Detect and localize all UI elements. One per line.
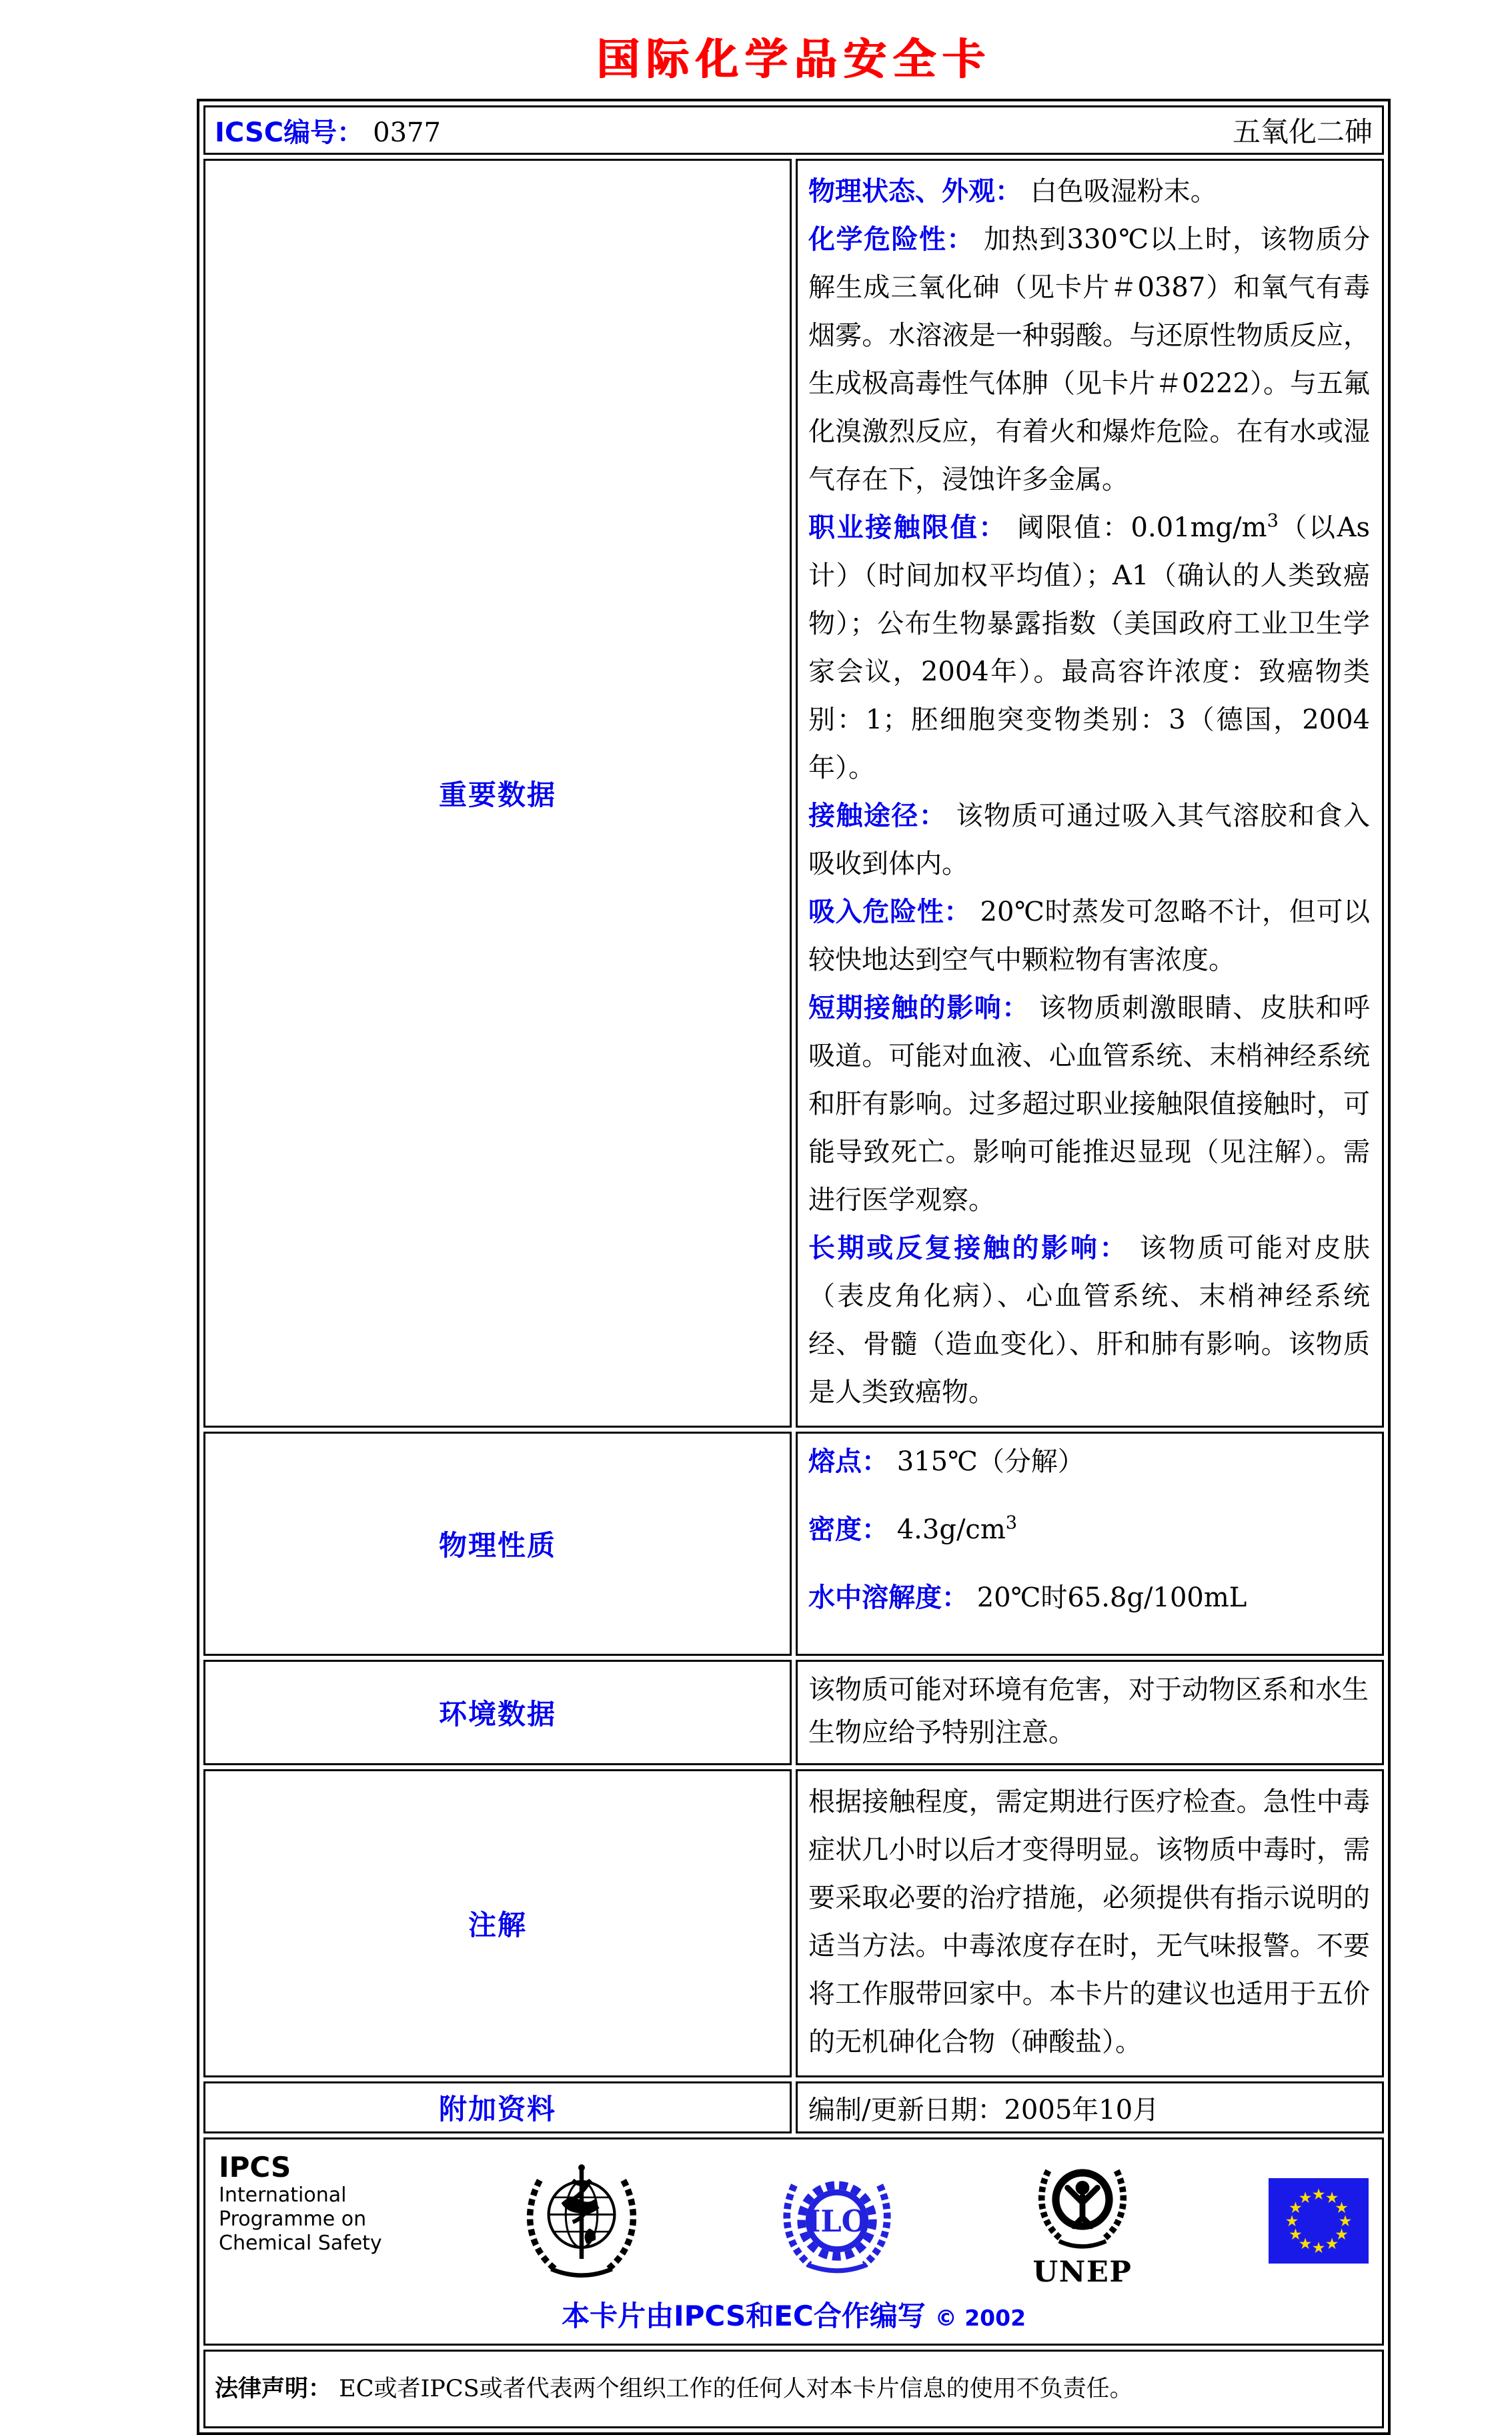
physical-properties-content <box>796 1432 1384 1656</box>
physical-properties-row <box>203 1432 1384 1656</box>
ipcs-block <box>219 2151 386 2256</box>
row-label-notes: 注解 <box>203 1769 792 2077</box>
field-value: 加热到330℃以上时，该物质分解生成三氧化砷（见卡片＃0387）和氧气有毒烟雾。水溶液是一种弱酸。与还原性物质反应，生成极高毒性气体胂（见卡片＃0222）。与五氟化溴激烈反应，有着火和爆炸危险。在有水或湿气存在下，浸蚀许多金属。 <box>808 224 1371 495</box>
data-item-chemical-danger <box>808 215 1370 504</box>
field-value: 该物质可通过吸入其气溶胶和食入吸收到体内。 <box>808 801 1371 879</box>
field-value: 白色吸湿粉末。 <box>1030 176 1217 207</box>
credit-text: 本卡片由IPCS和EC合作编写 <box>561 2300 926 2332</box>
row-label-physical: 物理性质 <box>203 1432 792 1656</box>
field-value: 该物质可能对皮肤（表皮角化病）、心血管系统、末梢神经系统经、骨髓（造血变化）、肝和肺有影响。该物质是人类致癌物。 <box>808 1233 1371 1408</box>
svg-text:★: ★ <box>1311 2186 1326 2204</box>
unep-text: UNEP <box>1032 2255 1132 2290</box>
ilo-logo <box>778 2161 896 2280</box>
environment-text: 该物质可能对环境有危害，对于动物区系和水生生物应给予特别注意。 <box>796 1660 1384 1765</box>
who-logo <box>518 2157 645 2284</box>
eu-flag <box>1269 2178 1369 2264</box>
svg-text:★: ★ <box>1285 2213 1299 2230</box>
ilo-text: ILO <box>806 2204 868 2240</box>
data-item-density <box>808 1508 1370 1551</box>
field-value-cont: （以As计）（时间加权平均值）；A1（确认的人类致癌物）；公布生物暴露指数（美国政府工业卫生学家会议，2004年）。最高容许浓度：致癌物类别：1；胚细胞突变物类别：3（德国，2004年）。 <box>808 512 1370 783</box>
field-label: 密度： <box>808 1514 888 1545</box>
svg-text:★: ★ <box>1298 2236 1313 2253</box>
field-value: 20℃时65.8g/100mL <box>976 1582 1247 1613</box>
field-label: 短期接触的影响： <box>808 993 1030 1023</box>
additional-info-text: 编制/更新日期：2005年10月 <box>796 2081 1384 2133</box>
field-label: 职业接触限值： <box>808 512 1007 543</box>
field-label: 长期或反复接触的影响： <box>808 1233 1129 1264</box>
svg-text:★: ★ <box>1289 2226 1303 2244</box>
icsc-table <box>197 99 1391 2435</box>
field-value: 该物质刺激眼睛、皮肤和呼吸道。可能对血液、心血管系统、末梢神经系统和肝有影响。过多超过职业接触限值接触时，可能导致死亡。影响可能推迟显现（见注解）。需进行医学观察。 <box>808 993 1371 1215</box>
svg-text:★: ★ <box>1325 2189 1339 2207</box>
additional-info-row <box>203 2081 1384 2133</box>
svg-text:★: ★ <box>1325 2236 1339 2253</box>
icsc-number-value: 0377 <box>373 117 441 148</box>
ipcs-acronym: IPCS <box>219 2151 291 2183</box>
field-value: 20℃时蒸发可忽略不计，但可以较快地达到空气中颗粒物有害浓度。 <box>808 897 1371 975</box>
superscript: 3 <box>1267 510 1279 532</box>
ipcs-line: Chemical Safety <box>219 2232 382 2255</box>
svg-text:★: ★ <box>1289 2200 1303 2217</box>
field-label: 熔点： <box>808 1446 888 1477</box>
page-title: 国际化学品安全卡 <box>596 35 991 85</box>
field-value: 4.3g/cm <box>896 1514 1006 1545</box>
data-item-physical-state <box>808 167 1370 215</box>
important-data-content <box>796 159 1384 1428</box>
field-label: 物理状态、外观： <box>808 176 1022 207</box>
data-item-melting-point <box>808 1440 1370 1483</box>
ipcs-line: International <box>219 2183 347 2207</box>
notes-row <box>203 1769 1384 2077</box>
footer-logos-row <box>203 2137 1384 2346</box>
field-value: 阈限值：0.01mg/m <box>1017 512 1267 543</box>
data-item-long-term-effects <box>808 1224 1370 1416</box>
legal-text: EC或者IPCS或者代表两个组织工作的任何人对本卡片信息的使用不负责任。 <box>339 2376 1133 2402</box>
svg-text:★: ★ <box>1311 2240 1326 2257</box>
svg-text:★: ★ <box>1298 2189 1313 2207</box>
unep-logo <box>1029 2151 1136 2290</box>
icsc-number-label: ICSC编号： <box>215 117 364 148</box>
field-value: 315℃（分解） <box>896 1446 1084 1477</box>
superscript: 3 <box>1005 1512 1018 1534</box>
header-row <box>203 105 1384 155</box>
field-label: 接触途径： <box>808 801 947 831</box>
credit-line <box>219 2294 1369 2334</box>
row-label-important: 重要数据 <box>203 159 792 1428</box>
environment-row <box>203 1660 1384 1765</box>
svg-text:★: ★ <box>1335 2200 1349 2217</box>
field-label: 水中溶解度： <box>808 1582 968 1613</box>
data-item-inhalation-risk <box>808 888 1370 984</box>
ipcs-line: Programme on <box>219 2208 367 2231</box>
data-item-short-term-effects <box>808 984 1370 1224</box>
row-label-environment: 环境数据 <box>203 1660 792 1765</box>
svg-text:★: ★ <box>1338 2213 1353 2230</box>
important-data-row <box>203 159 1384 1428</box>
svg-text:★: ★ <box>1335 2226 1349 2244</box>
field-label: 化学危险性： <box>808 224 974 255</box>
legal-label: 法律声明： <box>215 2376 332 2402</box>
copyright: © 2002 <box>934 2305 1026 2331</box>
chemical-name: 五氧化二砷 <box>1232 115 1373 148</box>
notes-text: 根据接触程度，需定期进行医疗检查。急性中毒症状几小时以后才变得明显。该物质中毒时，需要采取必要的治疗措施，必须提供有指示说明的适当方法。中毒浓度存在时，无气味报警。不要将工作服带回家中。本卡片的建议也适用于五价的无机砷化合物（砷酸盐）。 <box>796 1769 1384 2077</box>
legal-row <box>203 2350 1384 2428</box>
data-item-exposure-routes <box>808 792 1370 888</box>
data-item-occupational-limits <box>808 504 1370 792</box>
row-label-additional: 附加资料 <box>203 2081 792 2133</box>
field-label: 吸入危险性： <box>808 897 972 927</box>
data-item-water-solubility <box>808 1576 1370 1619</box>
